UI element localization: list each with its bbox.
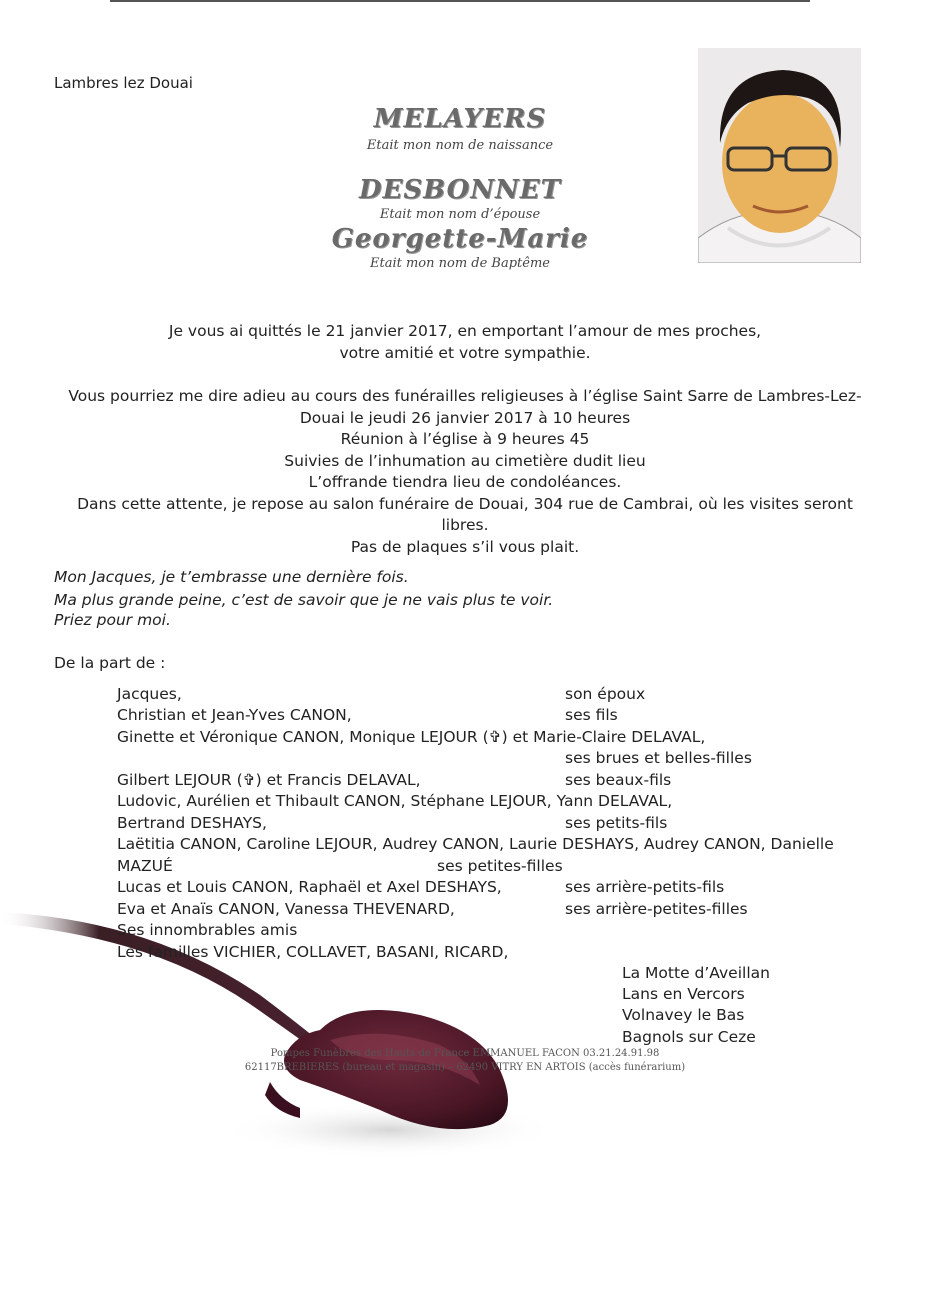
names-block xyxy=(260,104,660,271)
family-relation: ses fils xyxy=(565,706,618,724)
message-line: Ma plus grande peine, c’est de savoir que je ne vais plus te voir. xyxy=(54,591,554,609)
portrait-photo xyxy=(698,48,861,263)
family-relation: ses petites-filles xyxy=(437,857,563,875)
family-relation: ses brues et belles-filles xyxy=(565,749,752,767)
funeral-line: libres. xyxy=(441,516,489,534)
funeral-line: L’offrande tiendra lieu de condoléances. xyxy=(308,473,622,491)
funeral-home-address: 62117BREBIERES (bureau et magasin) – 62490 VITRY EN ARTOIS (accès funérarium) xyxy=(244,1062,686,1073)
family-names: Laëtitia CANON, Caroline LEJOUR, Audrey CANON, Laurie DESHAYS, Audrey CANON, Danielle xyxy=(117,835,834,853)
place-name: Volnavey le Bas xyxy=(622,1006,745,1024)
baptism-name-caption: Etait mon nom de Baptême xyxy=(369,256,550,271)
place-name: Lans en Vercors xyxy=(622,985,745,1003)
funeral-line: Vous pourriez me dire adieu au cours des funérailles religieuses à l’église Saint Sarre de Lambres-Lez- xyxy=(68,387,862,405)
family-names: Ses innombrables amis xyxy=(117,921,298,939)
place-name: Bagnols sur Ceze xyxy=(622,1028,756,1046)
intro-text xyxy=(40,321,890,364)
family-names: Les familles VICHIER, COLLAVET, BASANI, RICARD, xyxy=(117,943,509,961)
birth-name: MELAYERS xyxy=(373,104,547,134)
funeral-details xyxy=(40,386,890,558)
family-names: Christian et Jean-Yves CANON, xyxy=(117,706,352,724)
family-relation: son époux xyxy=(565,685,646,703)
intro-line: votre amitié et votre sympathie. xyxy=(339,343,591,362)
family-relation: ses arrière-petits-fils xyxy=(565,878,725,896)
family-names: Ludovic, Aurélien et Thibault CANON, Stéphane LEJOUR, Yann DELAVAL, xyxy=(117,792,673,810)
married-name: DESBONNET xyxy=(359,175,561,205)
baptism-name: Georgette-Marie xyxy=(331,224,589,254)
personal-message xyxy=(54,566,553,632)
intro-line: Je vous ai quittés le 21 janvier 2017, en emportant l’amour de mes proches, xyxy=(168,322,762,340)
funeral-line: Pas de plaques s’il vous plait. xyxy=(350,537,580,556)
top-border-line xyxy=(110,0,810,2)
funeral-line: Suivies de l’inhumation au cimetière dudit lieu xyxy=(284,451,646,470)
family-relation: ses petits-fils xyxy=(565,814,668,832)
family-names: Eva et Anaïs CANON, Vanessa THEVENARD, xyxy=(117,900,455,918)
family-relation: ses arrière-petites-filles xyxy=(565,900,748,918)
message-line: Priez pour moi. xyxy=(54,611,171,629)
message-line: Mon Jacques, je t’embrasse une dernière fois. xyxy=(54,568,409,586)
family-names: Lucas et Louis CANON, Raphaël et Axel DESHAYS, xyxy=(117,878,502,896)
funeral-line: Douai le jeudi 26 janvier 2017 à 10 heures xyxy=(299,408,631,427)
calla-lily-illustration xyxy=(0,900,560,1170)
family-names: MAZUÉ xyxy=(117,857,173,875)
family-relation: ses beaux-fils xyxy=(565,771,672,789)
birth-name-caption: Etait mon nom de naissance xyxy=(366,138,554,153)
family-names: Ginette et Véronique CANON, Monique LEJOUR (✞) et Marie-Claire DELAVAL, xyxy=(117,728,706,746)
married-name-caption: Etait mon nom d’épouse xyxy=(379,207,541,222)
family-names: Bertrand DESHAYS, xyxy=(117,814,267,832)
family-names: Gilbert LEJOUR (✞) et Francis DELAVAL, xyxy=(117,771,421,789)
funeral-line: Réunion à l’église à 9 heures 45 xyxy=(340,430,590,448)
family-names: Jacques, xyxy=(117,685,182,703)
funeral-home-line: Pompes Funèbres des Hauts de France EMMANUEL FACON 03.21.24.91.98 xyxy=(270,1048,660,1059)
funeral-line: Dans cette attente, je repose au salon funéraire de Douai, 304 rue de Cambrai, où les visites seront xyxy=(77,494,853,513)
from-label: De la part de : xyxy=(54,654,166,672)
place-name: La Motte d’Aveillan xyxy=(622,964,770,982)
location-text: Lambres lez Douai xyxy=(54,74,193,92)
